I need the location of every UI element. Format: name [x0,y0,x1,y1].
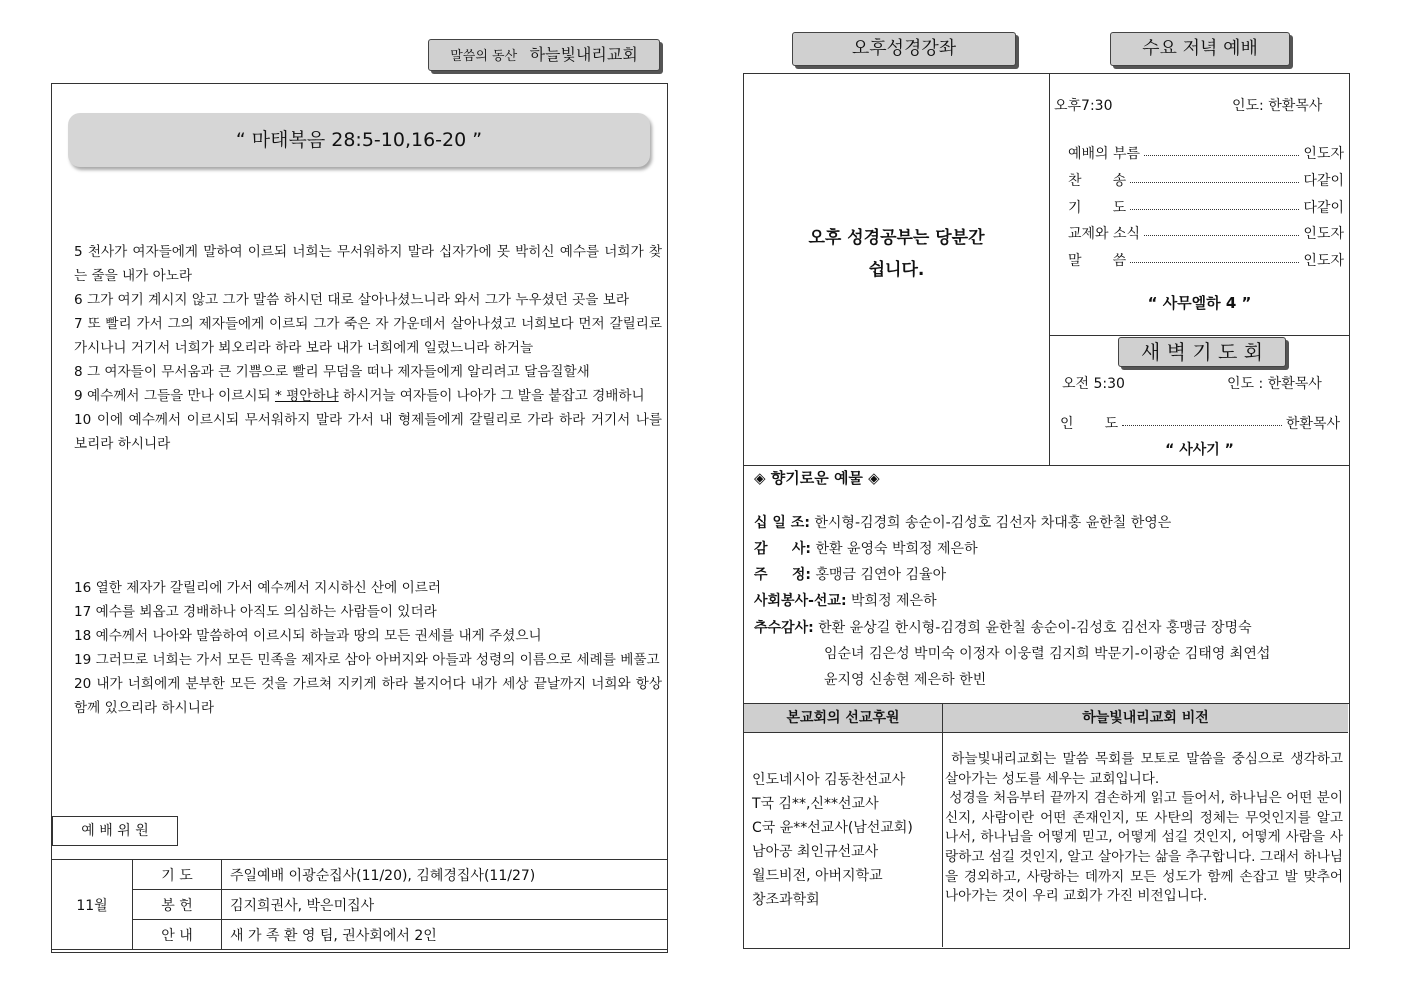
committee-role: 기 도 [133,860,222,890]
dot-leader [1130,262,1299,263]
divider [1049,335,1349,336]
church-name: 하늘빛내리교회 [529,45,638,64]
order-who: 다같이 [1303,173,1344,189]
mission-item: 창조과학회 [752,892,820,908]
offering-names: 한환 윤영숙 박희정 제은하 [815,541,978,557]
wednesday-leader: 인도: 한환목사 [1232,98,1323,114]
dot-leader [1144,235,1299,236]
offerings-title: ◈ 향기로운 예물 ◈ [754,469,880,487]
offering-row [754,615,1252,641]
dawn-leader: 인도 : 한환목사 [1227,376,1322,392]
verse [74,384,662,408]
committee-table [51,859,668,950]
verses-block-b [74,576,662,720]
dawn-time: 오전 5:30 [1062,376,1125,392]
order-row [1068,140,1344,166]
offering-names: 한환 윤상길 한시형-김경희 윤한칠 송순이-김성호 김선자 홍맹금 장명숙 [818,620,1252,636]
committee-label-text: 예 배 위 원 [81,823,149,839]
dawn-prayer-tab [1118,337,1286,367]
offering-label: 주 정: [754,567,812,583]
order-label: 인 도 [1060,416,1119,432]
missions-header [744,704,942,733]
mission-item: C국 윤**선교사(남선교회) [752,820,913,836]
wednesday-sermon: “ 사무엘하 4 ” [1147,294,1252,312]
order-row [1068,167,1344,193]
verse: 17 예수를 뵈옵고 경배하나 아직도 의심하는 사람들이 있더라 [74,604,437,620]
order-who: 인도자 [1303,226,1344,242]
verse: 7 또 빨리 가서 그의 제자들에게 이르되 그가 죽은 자 가운데서 살아나셨고 너희보다 먼저 갈릴리로 가시나니 거기서 너희가 뵈오리라 하라 보라 내가 너희에게 일렀느니라 하거늘 [74,316,662,356]
offering-row [754,588,937,614]
committee-month: 11월 [52,860,133,950]
mission-item: T국 김**,신**선교사 [752,796,879,812]
verse-9-end: 하시거늘 여자들이 나아가 그 발을 붙잡고 경배하니 [338,388,645,404]
order-row [1068,220,1344,246]
verse: 16 열한 제자가 갈릴리에 가서 예수께서 지시하신 산에 이르러 [74,580,442,596]
dawn-prayer-tab-text: 새 벽 기 도 회 [1140,340,1264,364]
scripture-title-text: “ 마태복음 28:5-10,16-20 ” [235,129,483,151]
afternoon-notice-line: 오후 성경공부는 당분간 [808,228,985,248]
order-row [1068,194,1344,220]
scripture-title [68,113,650,167]
verse-9-underlined: * 평안하냐 [274,388,339,404]
dawn-order-row [1060,410,1340,436]
dot-leader [1144,155,1299,156]
vision-text [945,750,1348,907]
divider [942,703,943,947]
mission-item: 남아공 최인규선교사 [752,844,879,860]
afternoon-study-tab-text: 오후성경강좌 [851,38,957,59]
committee-label [52,816,178,846]
order-who: 다같이 [1303,200,1344,216]
committee-value: 새 가 족 환 영 팀, 권사회에서 2인 [222,920,668,950]
vision-paragraph: 성경을 처음부터 끝까지 겸손하게 읽고 들어서, 하나님은 어떤 분이신지, 사람이란 어떤 존재인지, 또 사탄의 정체는 무엇인지를 알고 나서, 하나님을 어떻게 믿고, 어떻게 섬길 것인지, 어떻게 사람을 사랑하고 섬길 것인지, 알고 살아가는 삶을 추구합니다. 그래서 하나님을 경외하고, 사랑하는 데까지 모든 성도가 함께 손잡고 발 맞추어 나아가는 것이 우리 교회가 가진 비전입니다. [945,790,1348,905]
wednesday-service-tab-text: 수요 저녁 예배 [1142,38,1258,59]
vision-paragraph: 하늘빛내리교회는 말씀 목회를 모토로 말씀을 중심으로 생각하고 살아가는 성도를 세우는 교회입니다. [945,751,1348,787]
order-label: 예배의 부름 [1068,146,1141,162]
vision-header [943,704,1348,733]
offering-label: 추수감사: [754,620,814,636]
offering-names: 홍맹금 김연아 김율아 [815,567,947,583]
verse: 20 내가 너희에게 분부한 모든 것을 가르쳐 지키게 하라 볼지어다 내가 세상 끝날까지 너희와 항상 함께 있으리라 하시니라 [74,676,662,716]
offering-label: 사회봉사-선교: [754,593,847,609]
verses-block-a [74,240,662,456]
offering-names: 한시형-김경희 송순이-김성호 김선자 차대홍 윤한칠 한영은 [814,515,1172,531]
mission-item: 월드비전, 아버지학교 [752,868,883,884]
offering-names: 박희정 제은하 [851,593,937,609]
dot-leader [1122,425,1282,426]
order-row [1068,247,1344,273]
offering-row [754,510,1171,536]
order-who: 인도자 [1303,146,1344,162]
order-label: 말 씀 [1068,253,1127,269]
afternoon-notice-line: 쉽니다. [868,260,925,280]
verse: 19 그러므로 너희는 가서 모든 민족을 제자로 삼아 아버지와 아들과 성령의 이름으로 세례를 베풀고 [74,652,660,668]
verse: 5 천사가 여자들에게 말하여 이르되 너희는 무서워하지 말라 십자가에 못 박히신 예수를 너희가 찾는 줄을 내가 아노라 [74,244,662,284]
offering-label: 감 사: [754,541,812,557]
order-label: 교제와 소식 [1068,226,1141,242]
dot-leader [1130,209,1299,210]
order-label: 기 도 [1068,200,1127,216]
wednesday-time: 오후7:30 [1054,98,1113,114]
afternoon-study-tab [792,32,1016,66]
offering-label: 십 일 조: [754,515,810,531]
header-tag [428,39,660,71]
committee-role: 봉 헌 [133,890,222,920]
order-label: 찬 송 [1068,173,1127,189]
committee-value: 김지희권사, 박은미집사 [222,890,668,920]
vision-header-text: 하늘빛내리교회 비전 [1082,710,1209,726]
dawn-sermon: “ 사사기 ” [1165,442,1234,458]
header-tag-prefix: 말씀의 동산 [450,49,518,64]
order-who: 인도자 [1303,253,1344,269]
offering-row [754,536,978,562]
mission-item: 인도네시아 김동찬선교사 [752,772,906,788]
verse: 10 이에 예수께서 이르시되 무서워하지 말라 가서 내 형제들에게 갈릴리로 가라 하라 거기서 나를 보리라 하시니라 [74,412,662,452]
committee-role: 안 내 [133,920,222,950]
offering-continued: 임순녀 김은성 박미숙 이정자 이웅렬 김지희 박문기-이광순 김태영 최연섭 [824,646,1271,662]
order-who: 한환목사 [1285,416,1340,432]
verse: 18 예수께서 나아와 말씀하여 이르시되 하늘과 땅의 모든 권세를 내게 주셨으니 [74,628,542,644]
missions-header-text: 본교회의 선교후원 [786,710,900,726]
afternoon-notice [744,222,1049,286]
verse-9-start: 9 예수께서 그들을 만나 이르시되 [74,388,275,404]
offering-continued: 윤지영 신송현 제은하 한빈 [824,672,987,688]
committee-value: 주일예배 이광순집사(11/20), 김혜경집사(11/27) [222,860,668,890]
divider [1049,73,1050,465]
missions-list [752,768,940,912]
wednesday-service-tab [1110,32,1290,66]
offering-row [754,562,946,588]
verse: 6 그가 여기 계시지 않고 그가 말씀 하시던 대로 살아나셨느니라 와서 그가 누우셨던 곳을 보라 [74,292,630,308]
dot-leader [1130,182,1299,183]
divider [743,465,1349,466]
verse: 8 그 여자들이 무서움과 큰 기쁨으로 빨리 무덤을 떠나 제자들에게 알리려고 달음질할새 [74,364,590,380]
